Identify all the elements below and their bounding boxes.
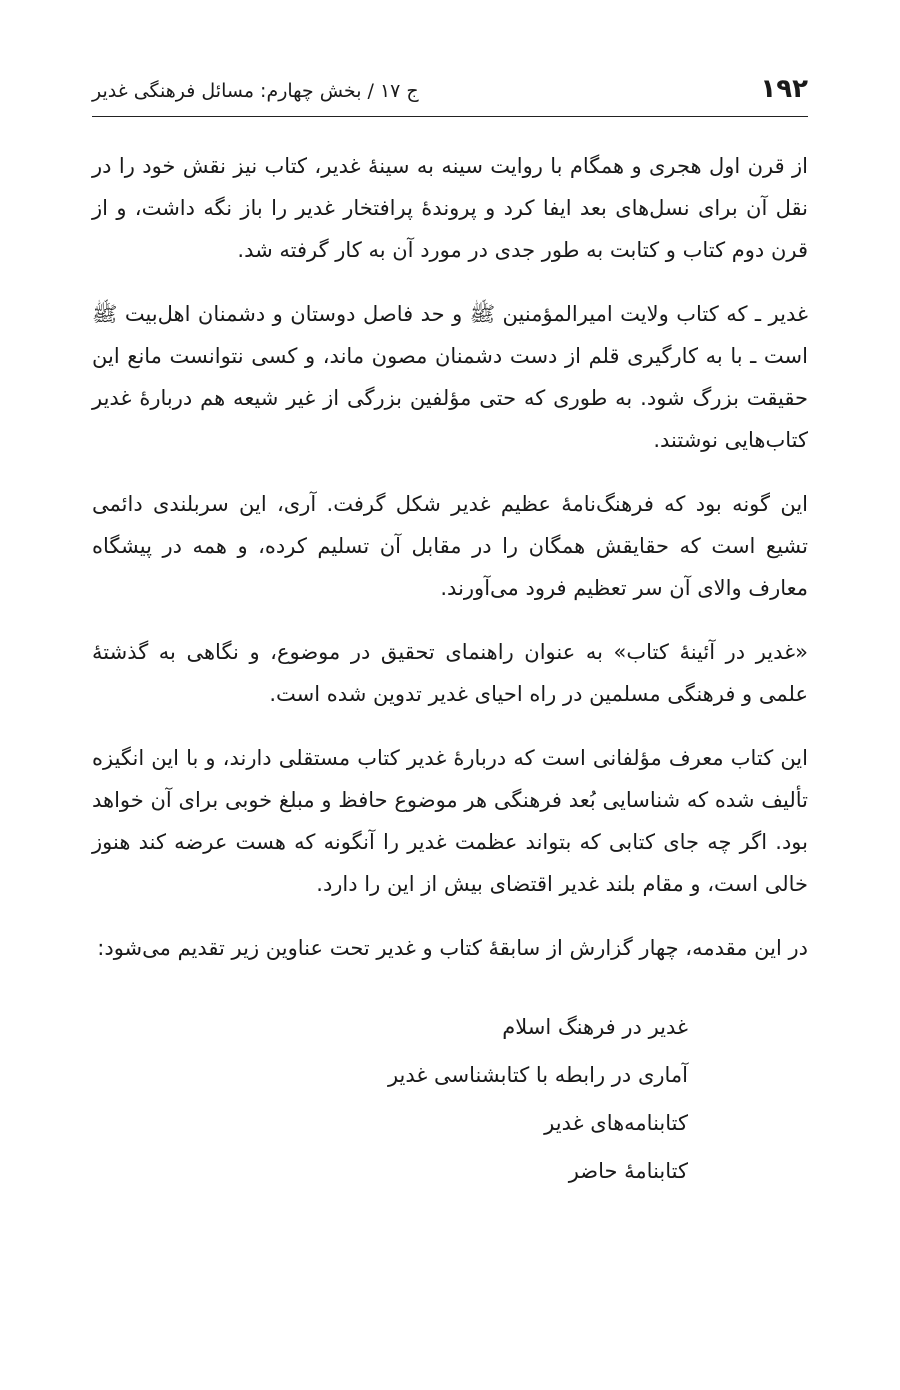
topic-item: غدیر در فرهنگ اسلام (502, 1015, 688, 1039)
paragraph: «غدیر در آئینهٔ کتاب» به عنوان راهنمای تحقیق در موضوع، و نگاهی به گذشتهٔ علمی و فرهنگی مسلمین در راه احیای غدیر تدوین شده است. (92, 640, 808, 706)
paragraph: از قرن اول هجری و همگام با روایت سینه به سینهٔ غدیر، کتاب نیز نقش خود را در نقل آن برای نسل‌های بعد ایفا کرد و پروندهٔ پرافتخار غدیر را باز نگه داشت، و از قرن دوم کتاب و کتابت به طور جدی در مورد آن به کار گرفته شد. (92, 154, 808, 262)
paragraph: در این مقدمه، چهار گزارش از سابقهٔ کتاب و غدیر تحت عناوین زیر تقدیم می‌شود: (97, 936, 808, 960)
paragraph: غدیر ـ که کتاب ولایت امیرالمؤمنین ﷺ و حد فاصل دوستان و دشمنان اهل‌بیت ﷺ است ـ با به کارگیری قلم از دست دشمنان مصون ماند، و کسی نتوانست مانع این حقیقت بزرگ شود. به طوری که حتی مؤلفین بزرگی از غیر شیعه هم دربارهٔ غدیر کتاب‌هایی نوشتند. (92, 302, 808, 452)
header-title: ج ۱۷ / بخش چهارم: مسائل فرهنگی غدیر (92, 80, 419, 102)
topic-item: کتابنامهٔ حاضر (568, 1159, 688, 1183)
topic-list (92, 1003, 808, 1195)
running-header (92, 74, 808, 117)
body-text (92, 145, 808, 1195)
topic-item: کتابنامه‌های غدیر (544, 1111, 688, 1135)
topic-item: آماری در رابطه با کتابشناسی غدیر (387, 1063, 688, 1087)
paragraph: این گونه بود که فرهنگ‌نامهٔ عظیم غدیر شکل گرفت. آری، این سربلندی دائمی تشیع است که حقایقش همگان را در مقابل آن تسلیم کرده، و همه در پیشگاه معارف والای آن سر تعظیم فرود می‌آورند. (92, 492, 808, 600)
page-number: ۱۹۲ (760, 74, 808, 104)
paragraph: این کتاب معرف مؤلفانی است که دربارهٔ غدیر کتاب مستقلی دارند، و با این انگیزه تألیف شده که شناسایی بُعد فرهنگی هر موضوع حافظ و مبلغ خوبی برای آن خواهد بود. اگر چه جای کتابی که بتواند عظمت غدیر را آنگونه که هست عرضه کند هنوز خالی است، و مقام بلند غدیر اقتضای بیش از این را دارد. (92, 746, 808, 896)
